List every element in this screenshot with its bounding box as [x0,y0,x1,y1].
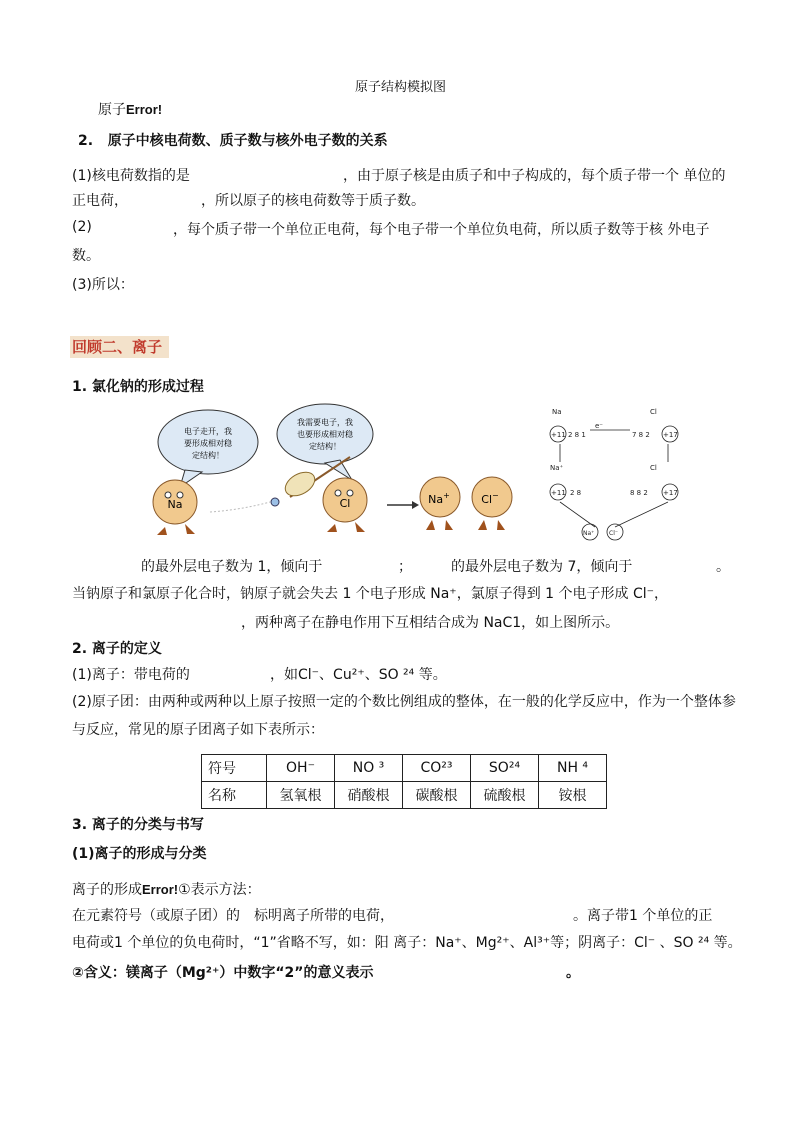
error-text: Error! [126,102,163,117]
table-cell: 硝酸根 [335,782,403,809]
nacl-line1b: ； [398,559,412,575]
ion-def-title: 2. 离子的定义 [72,641,162,657]
sec2-p1c: 正电荷， [72,193,128,209]
na-shell-numbers: 2 8 1 [568,431,586,439]
nacl-line1a: 的最外层电子数为 1，倾向于 [141,559,323,575]
atom-line [98,99,162,119]
sec2-p1d: ，所以原子的核电荷数等于质子数。 [201,193,425,209]
bubble1-line1: 电子走开，我 [184,427,232,436]
cl-shell-numbers: 7 8 2 [632,431,650,439]
figure-caption: 原子结构模拟图 [355,80,447,95]
table-cell: 氢氧根 [267,782,335,809]
cl-ion-character [472,477,512,530]
table-row [202,782,607,809]
cl-minus-ball: Cl⁻ [609,530,619,537]
table-cell: 铵根 [539,782,607,809]
sec3-p-a: 在元素符号（或原子团）的 [72,908,240,924]
na-atom-character [153,480,197,535]
nacl-title: 1. 氯化钠的形成过程 [72,379,204,395]
nacl-line3: ，两种离子在静电作用下互相结合成为 NaC1，如上图所示。 [241,615,620,631]
ion-def-p1a: (1)离子：带电荷的 [72,667,190,683]
sec2-p3: (3)所以： [72,277,134,293]
nacl-line1d: 。 [716,559,730,575]
arrow-head-icon [412,501,419,509]
na-ion-shells: 2 8 [570,489,582,497]
sec3-meaning-end: 。 [566,965,580,981]
diagram-cl-label: Cl [650,408,657,416]
sec3-meaning: ②含义：镁离子（Mg²⁺）中数字“2”的意义表示 [72,965,374,981]
diagram-cl-ion-label: Cl [650,464,657,472]
cl-ion-nucleus: +17 [663,489,678,497]
sec2-p1a: (1)核电荷数指的是 [72,168,190,184]
sec3-p-d: 电荷或1 个单位的负电荷时，“1”省略不写，如：阳 离子：Na⁺、Mg²⁺、Al³⁺等；阴离子：Cl⁻ 、SO ²⁴ 等。 [72,935,742,951]
na-ion-nucleus: +11 [551,489,566,497]
atom-prefix: 原子 [98,102,126,118]
cl-ion-shells: 8 8 2 [630,489,648,497]
na-nucleus-charge: +11 [551,431,566,439]
formation-line [72,879,261,899]
table-row [202,755,607,782]
bubble1-line3: 定结构！ [192,451,224,460]
na-plus-ball: Na⁺ [583,530,595,537]
section-2-text: 原子中核电荷数、质子数与核外电子数的关系 [107,133,388,149]
na-ion-character [420,477,460,530]
formation-prefix: 离子的形成 [72,882,142,898]
table-cell: 符号 [202,755,267,782]
na-character-label: Na [167,498,183,511]
electron-icon [271,498,279,506]
sec2-p2c: 数。 [72,248,100,264]
formation-error: Error! [142,882,179,897]
nacl-line1c: 的最外层电子数为 7，倾向于 [451,559,633,575]
nacl-line2: 当钠原子和氯原子化合时，钠原子就会失去 1 个电子形成 Na⁺，氯原子得到 1 个电子形成 Cl⁻， [72,586,669,602]
diagram-na-ion-label: Na⁺ [550,464,564,472]
speech-bubble-cl [277,404,373,480]
table-cell: SO²⁴ [471,755,539,782]
electron-trail [210,502,270,512]
sec3-title: 3. 离子的分类与书写 [72,817,204,833]
electron-transfer-diagram [540,402,700,547]
diagram-electron-label: e⁻ [595,422,604,430]
sec2-p1b: ，由于原子核是由质子和中子构成的，每个质子带一个 单位的 [343,168,726,184]
formation-suffix: ①表示方法： [178,882,261,898]
cl-atom-character [323,478,367,532]
ion-def-p2b: 与反应，常见的原子团离子如下表所示： [72,722,324,738]
sec3-p-c: 。离子带1 个单位的正 [573,908,713,924]
sec3-p-b: 标明离子所带的电荷， [254,908,394,924]
sec3-sub1: (1)离子的形成与分类 [72,846,207,862]
table-cell: NO ³ [335,755,403,782]
na-ion-text: Na+ [428,491,450,506]
cl-ion-text: Cl− [481,491,499,506]
bubble1-line2: 要形成相对稳 [184,439,232,448]
table-cell: 碳酸根 [403,782,471,809]
sec2-p2a: (2) [72,219,92,235]
ion-table [201,754,607,809]
section-2-number: 2. [78,133,94,149]
table-cell: OH⁻ [267,755,335,782]
speech-bubble-na [158,410,258,487]
diagram-na-label: Na [552,408,562,416]
bubble2-line2: 也要形成相对稳 [297,430,353,439]
cl-nucleus-charge: +17 [663,431,678,439]
review-heading: 回顾二、离子 [70,336,169,358]
ion-def-p2a: (2)原子团：由两种或两种以上原子按照一定的个数比例组成的整体，在一般的化学反应中，作为一个整体参 [72,694,736,710]
ion-def-p1b: ，如Cl⁻、Cu²⁺、SO ²⁴ 等。 [270,667,447,683]
table-cell: NH ⁴ [539,755,607,782]
section-2-title [78,130,388,150]
table-cell: CO²³ [403,755,471,782]
bubble2-line1: 我需要电子，我 [297,418,353,427]
table-cell: 硫酸根 [471,782,539,809]
table-cell: 名称 [202,782,267,809]
cartoon-illustration [140,402,530,542]
sec2-p2b: ，每个质子带一个单位正电荷，每个电子带一个单位负电荷，所以质子数等于核 外电子 [173,222,710,238]
bubble2-line3: 定结构！ [309,442,341,451]
cl-character-label: Cl [339,497,351,510]
